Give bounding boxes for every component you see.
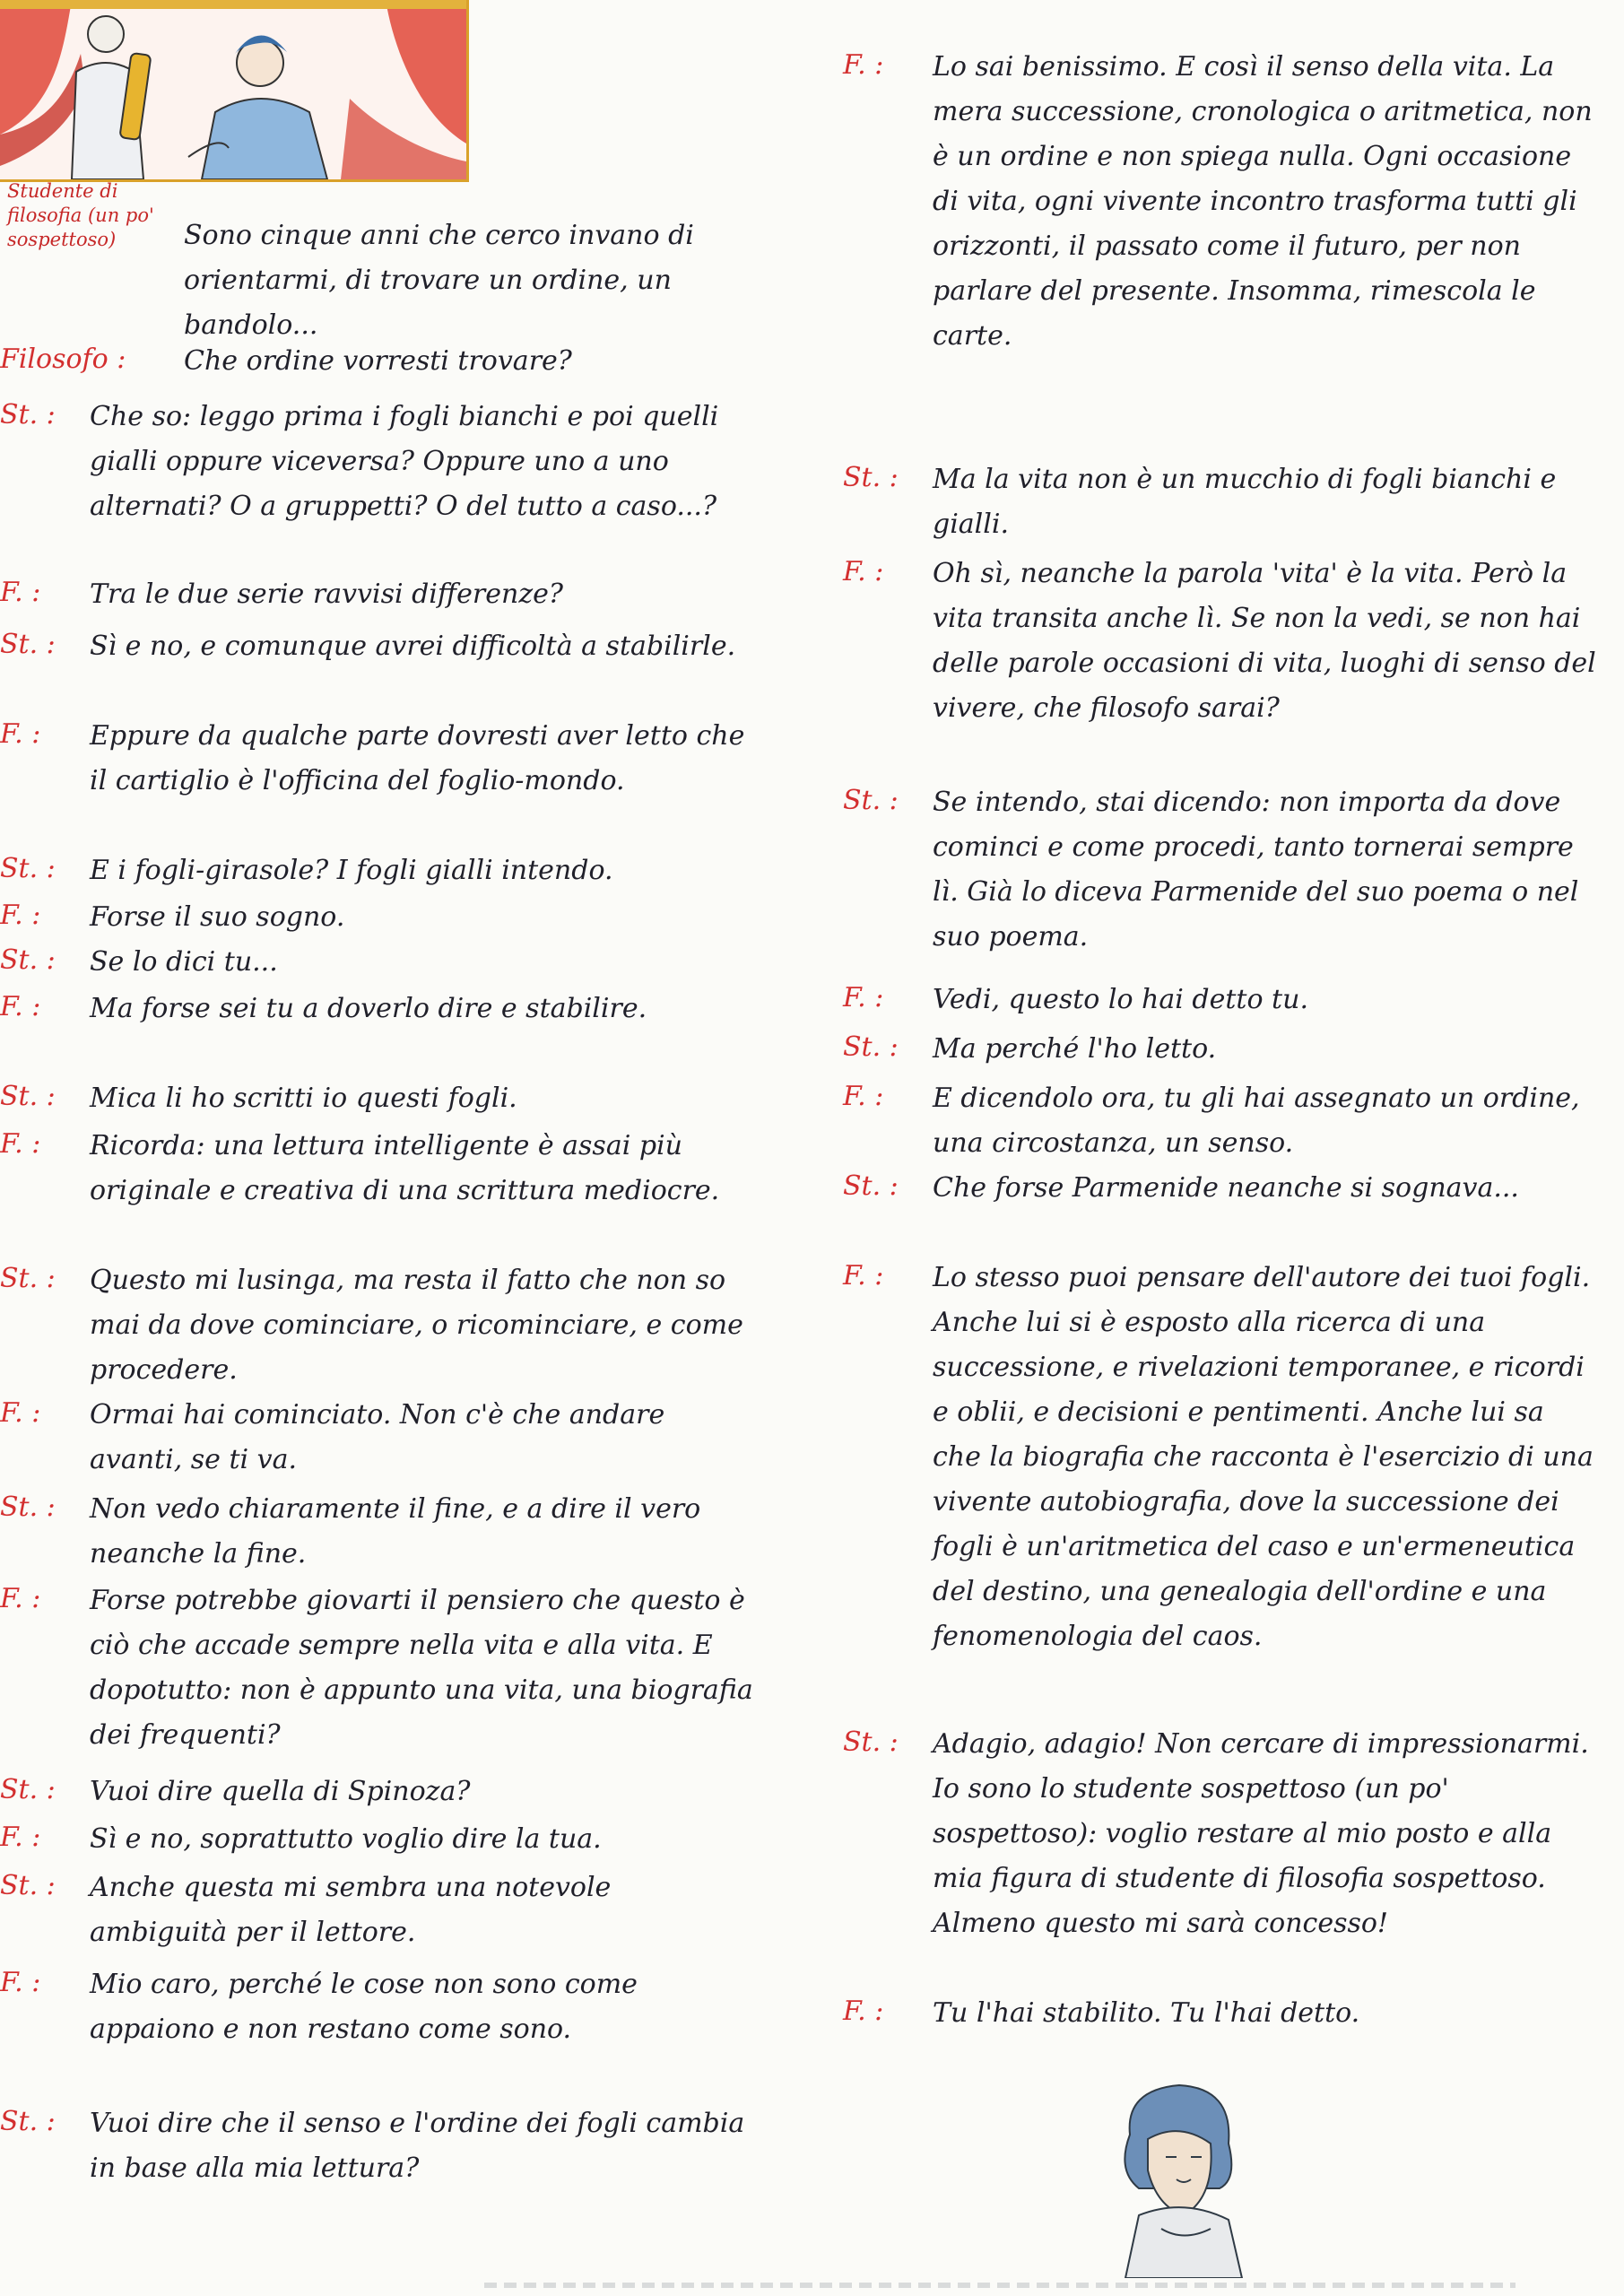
dialogue-text: Sì e no, e comunque avrei difficoltà a stabilirle. xyxy=(90,631,736,662)
dialogue-text: E dicendolo ora, tu gli hai assegnato un ordine, una circostanza, un senso. xyxy=(933,1083,1580,1159)
speaker-label: F. : xyxy=(0,1583,41,1614)
dialogue-text: Oh sì, neanche la parola 'vita' è la vita. Però la vita transita anche lì. Se non la vedi, se non hai delle parole occasioni di vita, luoghi di senso del vivere, che filosofo sarai? xyxy=(933,558,1596,724)
dialogue-text: Eppure da qualche parte dovresti aver letto che il cartiglio è l'officina del foglio-mondo. xyxy=(90,720,745,796)
speaker-label: F. : xyxy=(0,1967,41,1998)
speaker-label: St. : xyxy=(843,1726,899,1758)
speaker-label: St. : xyxy=(0,1081,56,1112)
speaker-label: St. : xyxy=(0,399,56,430)
speaker-label: St. : xyxy=(0,853,56,884)
dialogue-text: Mica li ho scritti io questi fogli. xyxy=(90,1083,517,1114)
speaker-label: F. : xyxy=(843,49,884,81)
dialogue-text: E i fogli-girasole? I fogli gialli intendo. xyxy=(90,855,613,886)
stage-drawing xyxy=(0,0,466,179)
dialogue-text: Lo stesso puoi pensare dell'autore dei tuoi fogli. Anche lui si è esposto alla ricerca di una successione, e rivelazioni temporanee, e ricordi e oblii, e decisioni e pentimenti. Anche lui sa che la biografia che racconta è l'esercizio di una vivente autobiografia, dove la successione dei fogli è un'aritmetica del caso e un'ermeneutica del destino, una genealogia dell'ordine e una fenomenologia del caos. xyxy=(933,1262,1594,1652)
dialogue-text: Che so: leggo prima i fogli bianchi e poi quelli gialli oppure viceversa? Oppure uno a uno alternati? O a gruppetti? O del tutto a caso...? xyxy=(90,401,719,522)
dialogue-text: Lo sai benissimo. E così il senso della vita. La mera successione, cronologica o aritmetica, non è un ordine e non spiega nulla. Ogni occasione di vita, ogni vivente incontro trasforma tutti gli orizzonti, il passato come il futuro, per non parlare del presente. Insomma, rimescola le carte. xyxy=(933,51,1593,352)
dialogue-text: Che forse Parmenide neanche si sognava... xyxy=(933,1172,1519,1204)
portrait-drawing xyxy=(1076,2072,1282,2278)
dialogue-text: Ma perché l'ho letto. xyxy=(933,1033,1217,1065)
speaker-label: F. : xyxy=(843,1996,884,2027)
dialogue-text: Questo mi lusinga, ma resta il fatto che non so mai da dove cominciare, o ricominciare, e come procedere. xyxy=(90,1265,743,1386)
speaker-label: F. : xyxy=(843,1081,884,1112)
dialogue-text: Vedi, questo lo hai detto tu. xyxy=(933,984,1308,1015)
footer-smudge xyxy=(484,2283,1515,2288)
speaker-label: F. : xyxy=(843,1260,884,1292)
dialogue-text: Adagio, adagio! Non cercare di impressionarmi. Io sono lo studente sospettoso (un po' sospettoso): voglio restare al mio posto e alla mia figura di studente di filosofia sospettoso. Almeno questo mi sarà concesso! xyxy=(933,1728,1589,1939)
speaker-label: St. : xyxy=(0,944,56,976)
speaker-label: F. : xyxy=(843,982,884,1013)
dialogue-text: Sono cinque anni che cerco invano di orientarmi, di trovare un ordine, un bandolo... xyxy=(184,220,694,341)
dialogue-text: Non vedo chiaramente il fine, e a dire il vero neanche la fine. xyxy=(90,1493,701,1570)
dialogue-text: Tra le due serie ravvisi differenze? xyxy=(90,578,563,610)
dialogue-turn xyxy=(0,213,789,341)
stage-illustration xyxy=(0,0,469,182)
speaker-label: F. : xyxy=(0,1128,41,1160)
speaker-label: St. : xyxy=(843,1031,899,1063)
portrait-illustration xyxy=(1076,2072,1282,2278)
dialogue-text: Che ordine vorresti trovare? xyxy=(184,345,572,377)
dialogue-text: Ricorda: una lettura intelligente è assai più originale e creativa di una scrittura mediocre. xyxy=(90,1130,720,1206)
dialogue-text: Ma la vita non è un mucchio di fogli bianchi e gialli. xyxy=(933,464,1557,540)
dialogue-text: Vuoi dire quella di Spinoza? xyxy=(90,1776,471,1807)
dialogue-text: Anche questa mi sembra una notevole ambiguità per il lettore. xyxy=(90,1872,612,1948)
speaker-label: F. : xyxy=(0,718,41,750)
dialogue-text: Mio caro, perché le cose non sono come appaiono e non restano come sono. xyxy=(90,1969,638,2045)
dialogue-text: Tu l'hai stabilito. Tu l'hai detto. xyxy=(933,1997,1360,2029)
speaker-label: St. : xyxy=(0,1870,56,1901)
speaker-label-student: Studente di filosofia (un po' sospettoso) xyxy=(7,180,154,250)
speaker-label: Filosofo : xyxy=(0,344,126,375)
dialogue-text: Ormai hai cominciato. Non c'è che andare avanti, se ti va. xyxy=(90,1399,665,1475)
dialogue-text: Forse potrebbe giovarti il pensiero che questo è ciò che accade sempre nella vita e alla vita. E dopotutto: non è appunto una vita, una biografia dei frequenti? xyxy=(90,1585,753,1751)
dialogue-text: Se intendo, stai dicendo: non importa da dove cominci e come procedi, tanto tornerai sempre lì. Già lo diceva Parmenide del suo poema o nel suo poema. xyxy=(933,787,1579,952)
speaker-label: St. : xyxy=(843,1170,899,1202)
speaker-label: F. : xyxy=(843,556,884,587)
dialogue-text: Se lo dici tu... xyxy=(90,946,278,978)
dialogue-text: Ma forse sei tu a doverlo dire e stabilire. xyxy=(90,993,647,1024)
speaker-label: F. : xyxy=(0,577,41,608)
speaker-label: F. : xyxy=(0,991,41,1022)
speaker-label: St. : xyxy=(0,1263,56,1294)
speaker-label: St. : xyxy=(843,462,899,493)
speaker-label: St. : xyxy=(0,1774,56,1805)
dialogue-text: Sì e no, soprattutto voglio dire la tua. xyxy=(90,1823,602,1855)
speaker-label: F. : xyxy=(0,900,41,931)
speaker-label: F. : xyxy=(0,1397,41,1429)
dialogue-text: Vuoi dire che il senso e l'ordine dei fogli cambia in base alla mia lettura? xyxy=(90,2108,745,2184)
speaker-label: F. : xyxy=(0,1822,41,1853)
speaker-label: St. : xyxy=(0,2106,56,2137)
speaker-label: St. : xyxy=(0,1492,56,1523)
speaker-label: St. : xyxy=(843,785,899,816)
speaker-label: St. : xyxy=(0,629,56,660)
dialogue-text: Forse il suo sogno. xyxy=(90,901,345,933)
